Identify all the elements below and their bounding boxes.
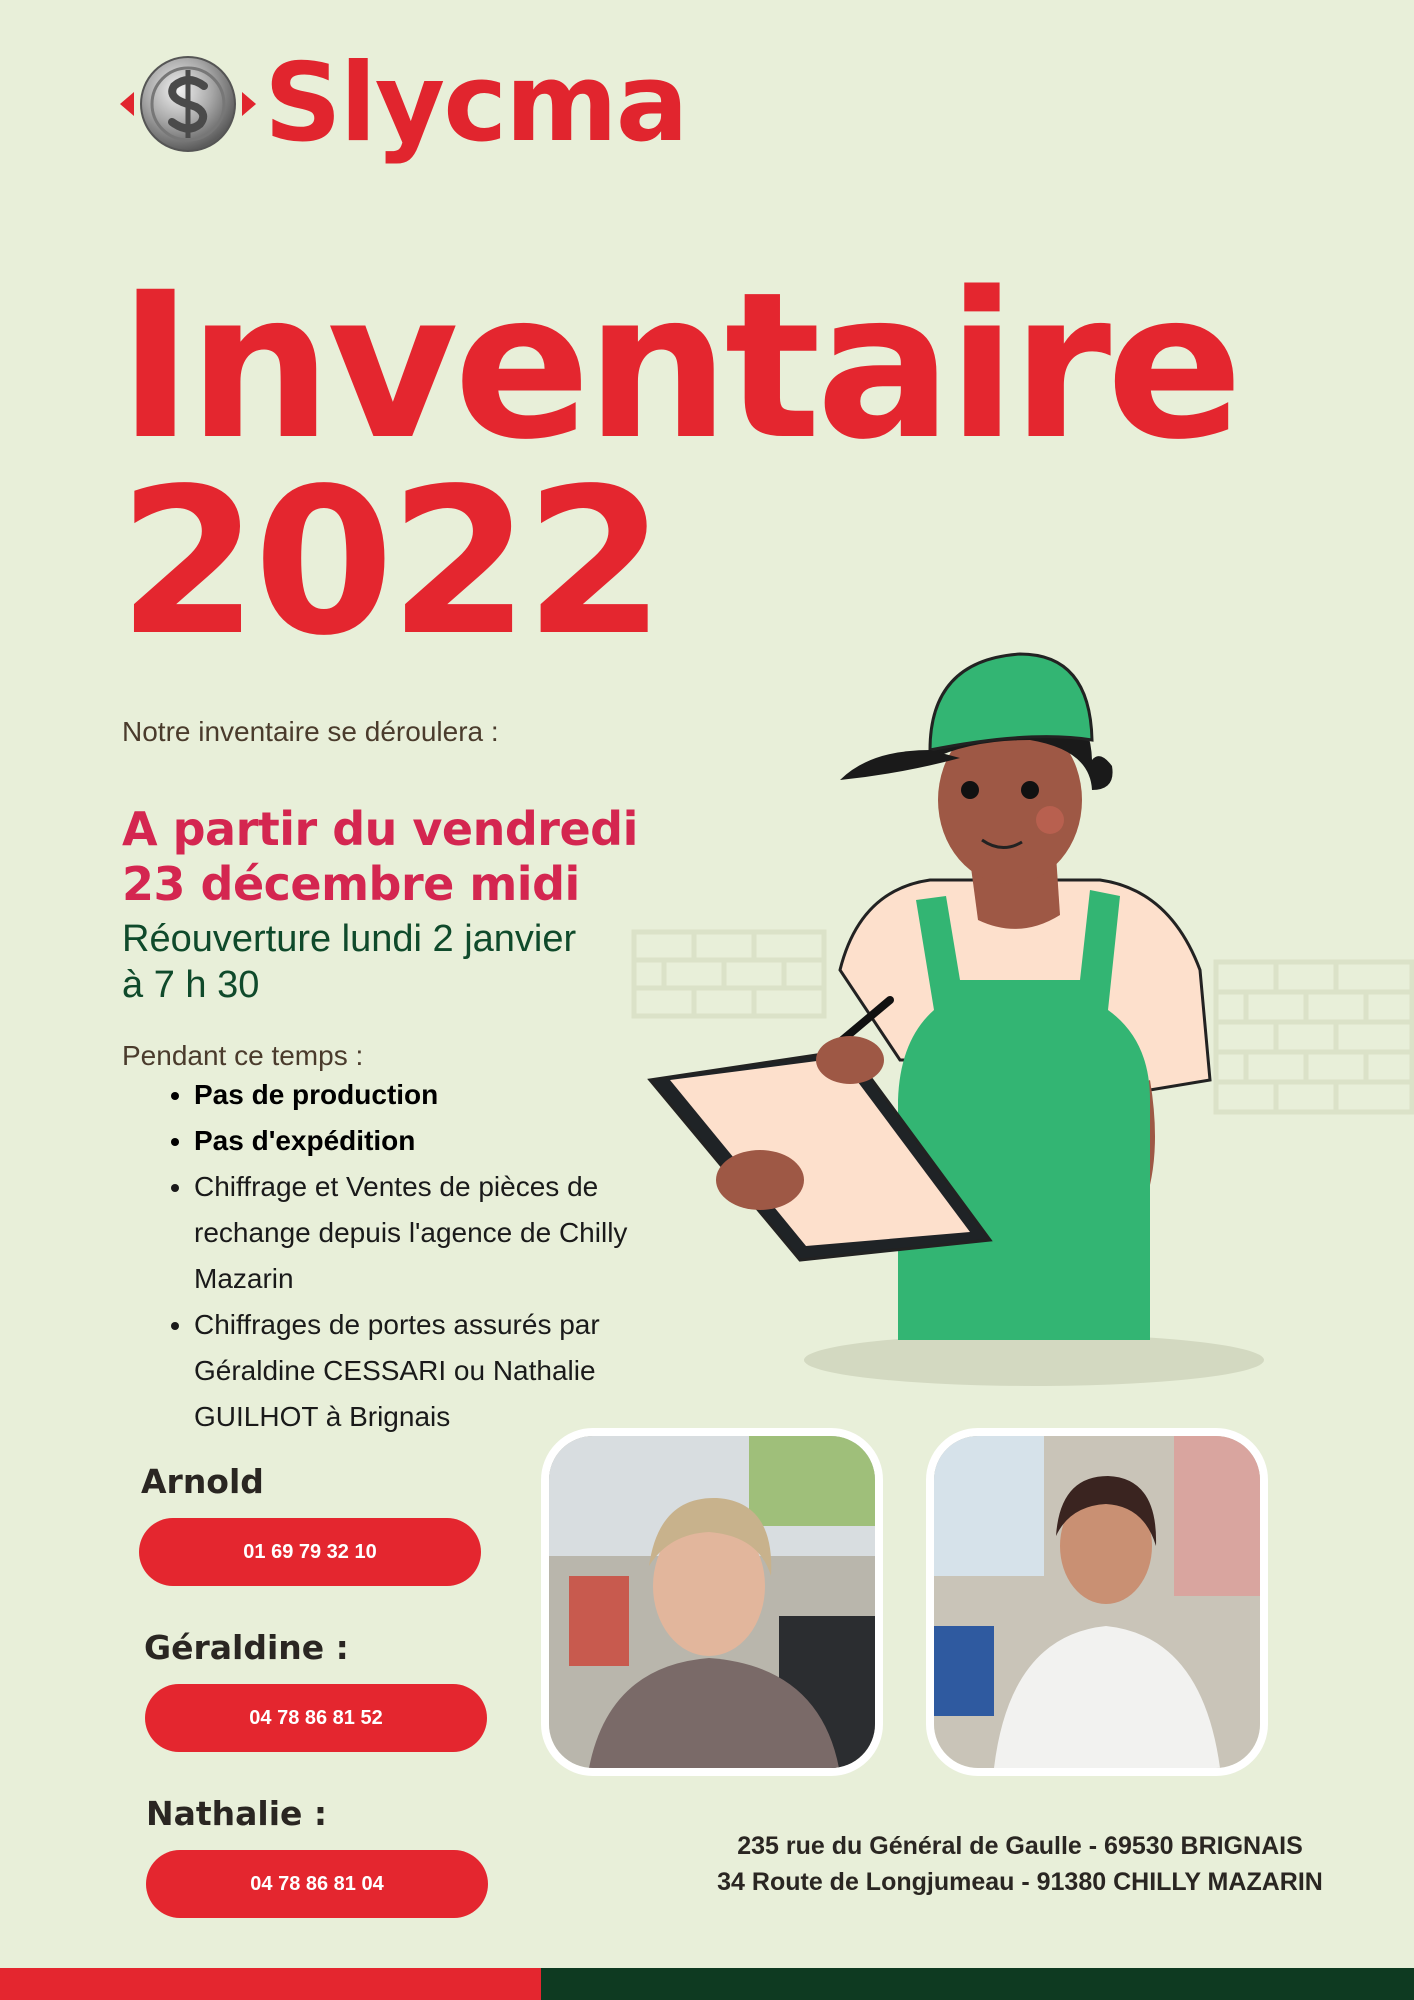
address-block [660,1828,1380,1900]
phone-button-geraldine[interactable]: 04 78 86 81 52 [145,1684,487,1752]
address-chilly-mazarin: 34 Route de Longjumeau - 91380 CHILLY MAZARIN [717,1868,1323,1896]
worker-clipboard-illustration [630,640,1414,1400]
footer-bar-green [541,1968,1414,2000]
photo-geraldine [541,1428,883,1776]
contact-name-nathalie: Nathalie : [146,1794,328,1833]
title-line-1: Inventaire [118,248,1239,484]
page-title [118,248,1239,680]
list-item: • Pas d'expédition [194,1118,714,1164]
reopen-date [122,916,576,1008]
brand-wordmark: Slycma [264,41,687,166]
title-line-2: 2022 [118,444,661,680]
intro-text: Notre inventaire se déroulera : [122,716,499,747]
start-date-line-1: A partir du vendredi [122,802,638,856]
photo-nathalie [926,1428,1268,1776]
phone-button-arnold[interactable]: 01 69 79 32 10 [139,1518,481,1586]
footer-bar-red [0,1968,541,2000]
start-date-line-2: 23 décembre midi [122,857,580,911]
list-item: • Chiffrages de portes assurés par Géraldine CESSARI ou Nathalie GUILHOT à Brignais [194,1302,714,1440]
contact-name-geraldine: Géraldine : [144,1628,349,1667]
list-item: • Pas de production [194,1072,714,1118]
start-date [122,802,638,912]
address-brignais: 235 rue du Général de Gaulle - 69530 BRIGNAIS [737,1832,1303,1860]
reopen-line-2: à 7 h 30 [122,964,260,1006]
contact-name-arnold: Arnold [141,1462,264,1501]
during-label: Pendant ce temps : [122,1040,364,1071]
brand-logo [118,41,687,166]
list-item: • Chiffrage et Ventes de pièces de rechange depuis l'agence de Chilly Mazarin [194,1164,714,1302]
slycma-logo-icon [118,52,258,162]
reopen-line-1: Réouverture lundi 2 janvier [122,918,577,960]
phone-button-nathalie[interactable]: 04 78 86 81 04 [146,1850,488,1918]
